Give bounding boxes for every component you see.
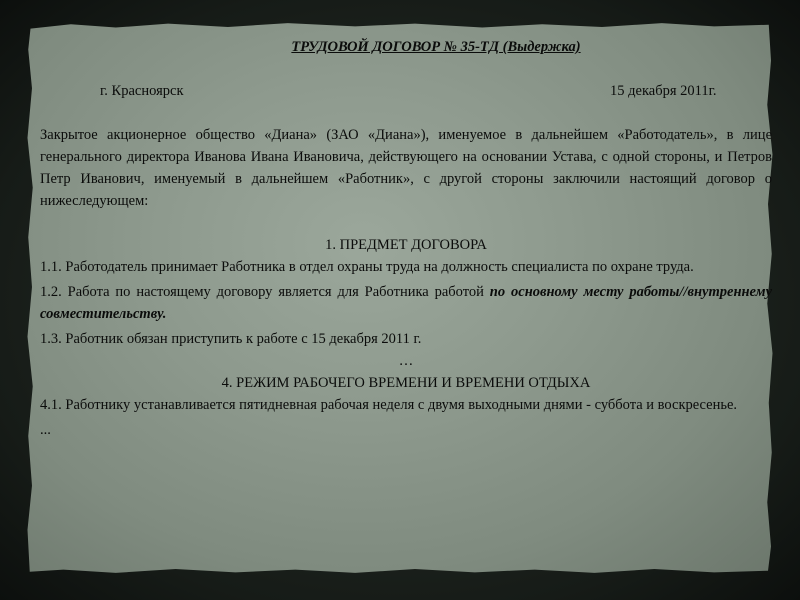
section-4-heading: 4. РЕЖИМ РАБОЧЕГО ВРЕМЕНИ И ВРЕМЕНИ ОТДЫХА — [221, 375, 591, 391]
clause-4-1: 4.1. Работнику устанавливается пятидневная рабочая неделя с двумя выходными днями - суббота и воскресенье. — [40, 397, 738, 413]
clause-1-1: 1.1. Работодатель принимает Работника в отдел охраны труда на должность специалиста по охране труда. — [40, 259, 694, 275]
city-date-line — [40, 80, 772, 102]
contract-excerpt — [40, 36, 772, 441]
section-1-heading: 1. ПРЕДМЕТ ДОГОВОРА — [325, 237, 487, 253]
document-date: 15 декабря 2011г. — [610, 83, 717, 99]
document-city: г. Красноярск — [100, 83, 184, 99]
clause-1-2 — [40, 281, 772, 325]
clause-1-3: 1.3. Работник обязан приступить к работе с 15 декабря 2011 г. — [40, 331, 422, 347]
preamble-paragraph: Закрытое акционерное общество «Диана» (ЗАО «Диана»), именуемое в дальнейшем «Работодатель», в лице генерального директора Иванова Ивана Ивановича, действующего на основании Устава, с одной стороны, и Петров Петр Иванович, именуемый в дальнейшем «Работник», с другой стороны заключили настоящий договор о нижеследующем: — [40, 127, 772, 209]
ellipsis-middle: … — [398, 353, 414, 369]
document-title: ТРУДОВОЙ ДОГОВОР № 35-ТД (Выдержка) — [291, 39, 581, 55]
clause-1-2-text: 1.2. Работа по настоящему договору является для Работника работой — [40, 284, 490, 300]
ellipsis-end: ... — [40, 422, 51, 438]
clause-1-2-emphasis: по основному месту работы//внутреннему совместительству. — [40, 284, 772, 322]
